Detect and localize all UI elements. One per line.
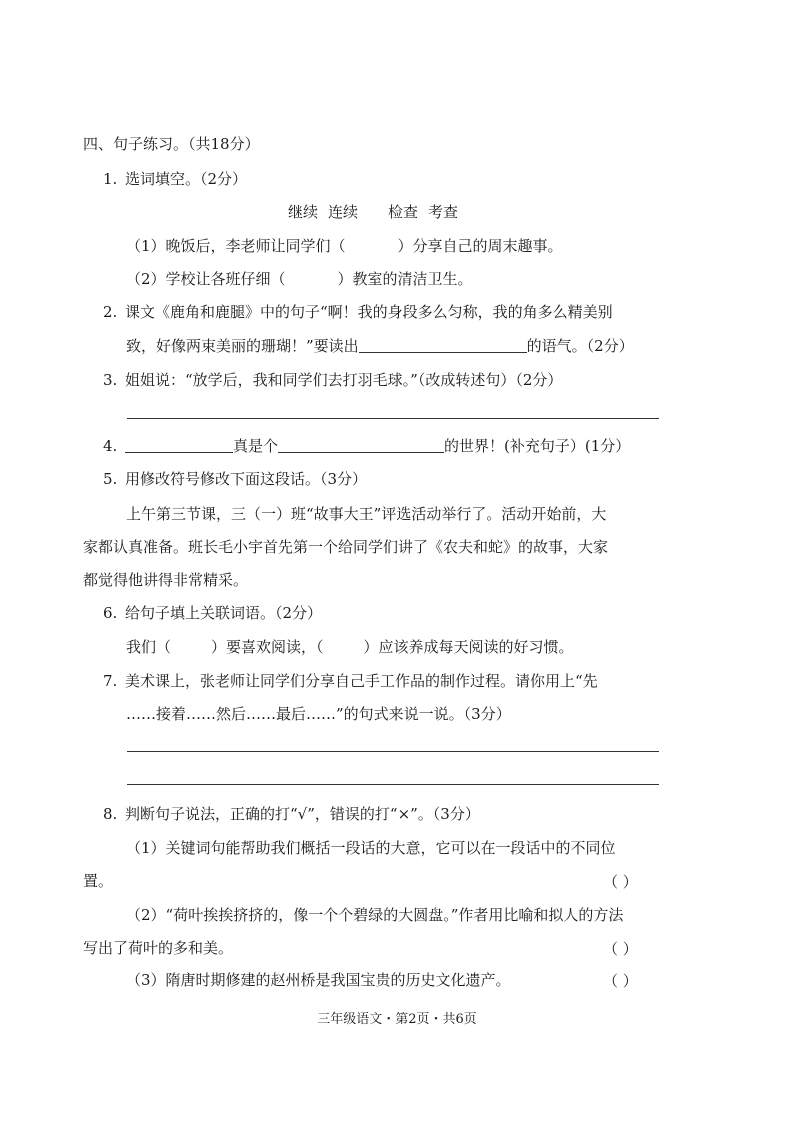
answer-line[interactable] bbox=[127, 784, 659, 785]
question-text: 美术课上，张老师让同学们分享自己手工作品的制作过程。请你用上“先 bbox=[125, 672, 598, 690]
question-number: 6. bbox=[103, 604, 118, 622]
passage-line: 都觉得他讲得非常精采。 bbox=[83, 571, 249, 589]
judgement-item-3: （3）隋唐时期修建的赵州桥是我国宝贵的历史文化遗产。 bbox=[126, 971, 511, 989]
question-4 bbox=[103, 436, 630, 456]
sentence-text: 我们（ bbox=[126, 638, 172, 656]
passage-line: 上午第三节课，三（一）班“故事大王”评选活动举行了。活动开始前，大 bbox=[126, 505, 607, 523]
answer-line[interactable] bbox=[127, 418, 659, 419]
question-number: 1. bbox=[103, 170, 118, 188]
question-text: 真是个 bbox=[233, 437, 279, 455]
question-number: 7. bbox=[103, 672, 118, 690]
question-2-line-2 bbox=[126, 336, 634, 356]
sentence-text: ）应该养成每天阅读的好习惯。 bbox=[363, 638, 574, 656]
answer-blank[interactable] bbox=[278, 438, 444, 453]
sentence-text: （1）晚饭后，李老师让同学们（ bbox=[126, 237, 346, 255]
word-option: 继续 bbox=[288, 203, 319, 221]
word-option: 考查 bbox=[428, 203, 459, 221]
question-text: 给句子填上关联词语。（2分） bbox=[125, 604, 323, 622]
judgement-paren[interactable]: （ ） bbox=[603, 940, 638, 958]
question-number: 8. bbox=[103, 805, 118, 823]
question-text: 的语气。（2分） bbox=[526, 337, 634, 355]
sentence-text: ）教室的清洁卫生。 bbox=[337, 270, 473, 288]
question-8 bbox=[103, 804, 480, 824]
answer-line[interactable] bbox=[127, 751, 659, 752]
judgement-item-2: （2）“荷叶挨挨挤挤的，像一个个碧绿的大圆盘。”作者用比喻和拟人的方法 bbox=[126, 906, 624, 924]
q1-sentence-1 bbox=[126, 236, 563, 256]
question-number: 3. bbox=[103, 371, 118, 389]
judgement-paren[interactable]: （ ） bbox=[603, 972, 638, 990]
question-number: 4. bbox=[103, 437, 118, 455]
judgement-paren[interactable]: （ ） bbox=[603, 873, 638, 891]
judgement-item-1-cont: 置。 bbox=[83, 872, 114, 890]
answer-blank[interactable] bbox=[359, 338, 527, 353]
judgement-item-1: （1）关键词句能帮助我们概括一段话的大意，它可以在一段话中的不同位 bbox=[126, 839, 616, 857]
section-title: 四、句子练习。（共18分） bbox=[83, 135, 260, 153]
sentence-text: ）要喜欢阅读，（ bbox=[211, 638, 324, 656]
question-7-line-2: ……接着……然后……最后……”的句式来说一说。（3分） bbox=[126, 705, 511, 723]
sentence-text: ）分享自己的周末趣事。 bbox=[397, 237, 563, 255]
word-option: 连续 bbox=[328, 203, 359, 221]
sentence-text: （2）学校让各班仔细（ bbox=[126, 270, 286, 288]
question-text: 课文《鹿角和鹿腿》中的句子“啊！我的身段多么匀称，我的角多么精美别 bbox=[125, 303, 613, 321]
word-option: 检查 bbox=[388, 203, 419, 221]
question-text: 姐姐说：“放学后，我和同学们去打羽毛球。”（改成转述句）（2分） bbox=[125, 371, 563, 389]
question-text: 的世界！(补充句子）(1分） bbox=[444, 437, 631, 455]
question-text: 用修改符号修改下面这段话。（3分） bbox=[125, 470, 368, 488]
answer-blank[interactable] bbox=[125, 438, 233, 453]
question-2 bbox=[103, 302, 613, 322]
q1-sentence-2 bbox=[126, 269, 473, 289]
q6-sentence bbox=[126, 637, 574, 657]
question-6 bbox=[103, 603, 322, 623]
question-text: 判断句子说法，正确的打“√”，错误的打“×”。（3分） bbox=[125, 805, 480, 823]
question-text: 致，好像两束美丽的珊瑚！”要读出 bbox=[126, 337, 359, 355]
question-3 bbox=[103, 370, 562, 390]
question-number: 5. bbox=[103, 470, 118, 488]
question-5 bbox=[103, 469, 367, 489]
question-text: 选词填空。（2分） bbox=[125, 170, 248, 188]
question-1 bbox=[103, 169, 247, 189]
question-7 bbox=[103, 671, 598, 691]
word-bank bbox=[288, 202, 458, 222]
question-number: 2. bbox=[103, 303, 118, 321]
judgement-item-2-cont: 写出了荷叶的多和美。 bbox=[83, 939, 234, 957]
passage-line: 家都认真准备。班长毛小宇首先第一个给同学们讲了《农夫和蛇》的故事，大家 bbox=[83, 538, 609, 556]
page-footer: 三年级语文・第2页・共6页 bbox=[317, 1012, 477, 1027]
